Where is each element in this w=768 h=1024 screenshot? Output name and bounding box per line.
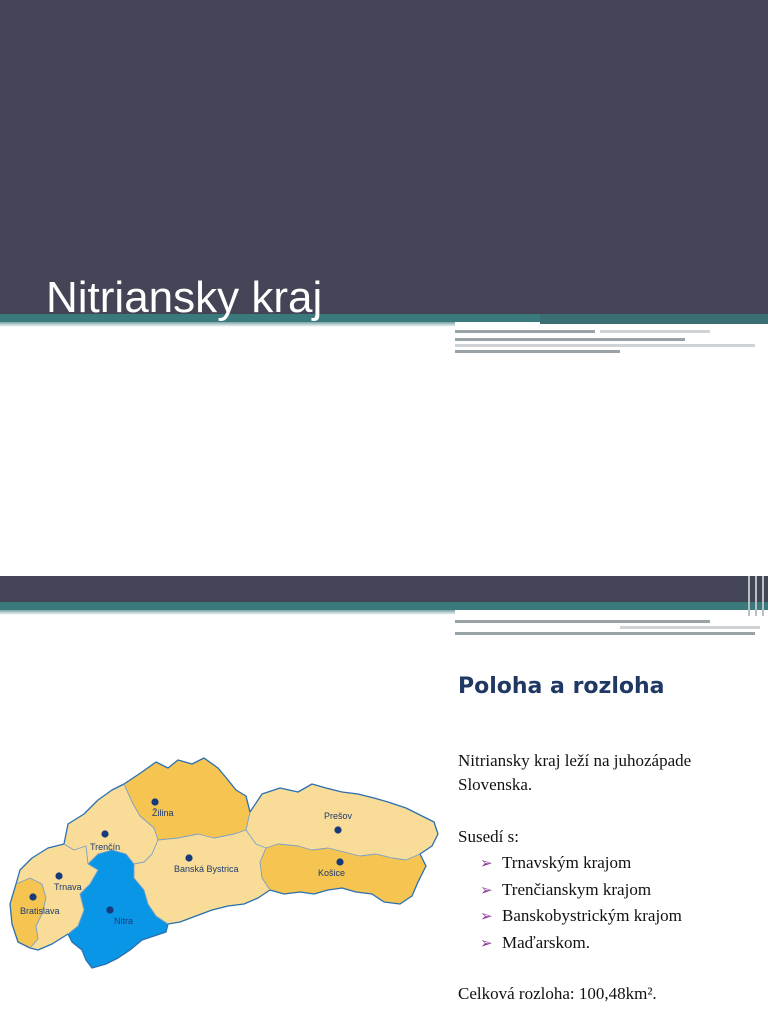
city-label-zilina: Žilina (152, 808, 174, 818)
decorative-tick (748, 576, 750, 616)
decorative-line (455, 338, 685, 341)
city-dot-trencin (101, 830, 108, 837)
city-dot-banska-bystrica (185, 854, 192, 861)
area-paragraph: Celková rozloha: 100,48km². (458, 984, 657, 1003)
neighbors-label: Susedí s: (458, 827, 519, 846)
arrow-right-icon: ➢ (480, 907, 493, 925)
decorative-tick (755, 576, 757, 616)
decorative-line (455, 632, 755, 635)
list-item (480, 877, 682, 904)
arrow-right-icon: ➢ (480, 854, 493, 872)
city-dot-kosice (336, 858, 343, 865)
decorative-tick (762, 576, 764, 616)
slide-title: Nitriansky kraj (46, 273, 323, 322)
title-band (0, 0, 768, 314)
city-label-trencin: Trenčín (90, 842, 121, 852)
city-label-banska-bystrica: Banská Bystrica (174, 864, 239, 874)
slide-heading: Poloha a rozloha (458, 674, 665, 699)
decorative-line (455, 344, 755, 347)
intro-paragraph: Nitriansky kraj leží na juhozápade Slovenska. (458, 751, 692, 794)
city-label-nitra: Nitra (114, 916, 134, 926)
city-label-bratislava: Bratislava (20, 906, 60, 916)
list-item-text: Banskobystrickým krajom (502, 906, 682, 925)
content-slide (0, 576, 768, 1024)
list-item-text: Maďarskom. (502, 932, 590, 952)
list-item (480, 850, 682, 877)
list-item (480, 903, 682, 930)
city-label-presov: Prešov (324, 811, 353, 821)
decorative-line (600, 330, 710, 333)
city-dot-presov (334, 826, 341, 833)
city-label-trnava: Trnava (54, 882, 82, 892)
city-dot-trnava (55, 872, 62, 879)
arrow-right-icon: ➢ (480, 933, 493, 952)
arrow-right-icon: ➢ (480, 880, 493, 899)
list-item-text: Trnavským krajom (502, 853, 632, 872)
title-band-accent-right (540, 314, 768, 324)
decorative-line (455, 350, 620, 353)
list-item (480, 930, 682, 957)
neighbors-list (480, 850, 682, 956)
decorative-line (455, 330, 595, 333)
slovakia-map (8, 754, 444, 1022)
decorative-line (455, 620, 710, 623)
city-dot-nitra (106, 906, 113, 913)
city-dot-zilina (151, 798, 158, 805)
header-band (0, 576, 768, 602)
decorative-line (620, 626, 760, 629)
city-label-kosice: Košice (318, 868, 346, 878)
list-item-text: Trenčianskym krajom (502, 879, 652, 899)
header-band-accent (0, 602, 768, 610)
city-dot-bratislava (29, 893, 36, 900)
header-band-shadow (0, 610, 455, 615)
